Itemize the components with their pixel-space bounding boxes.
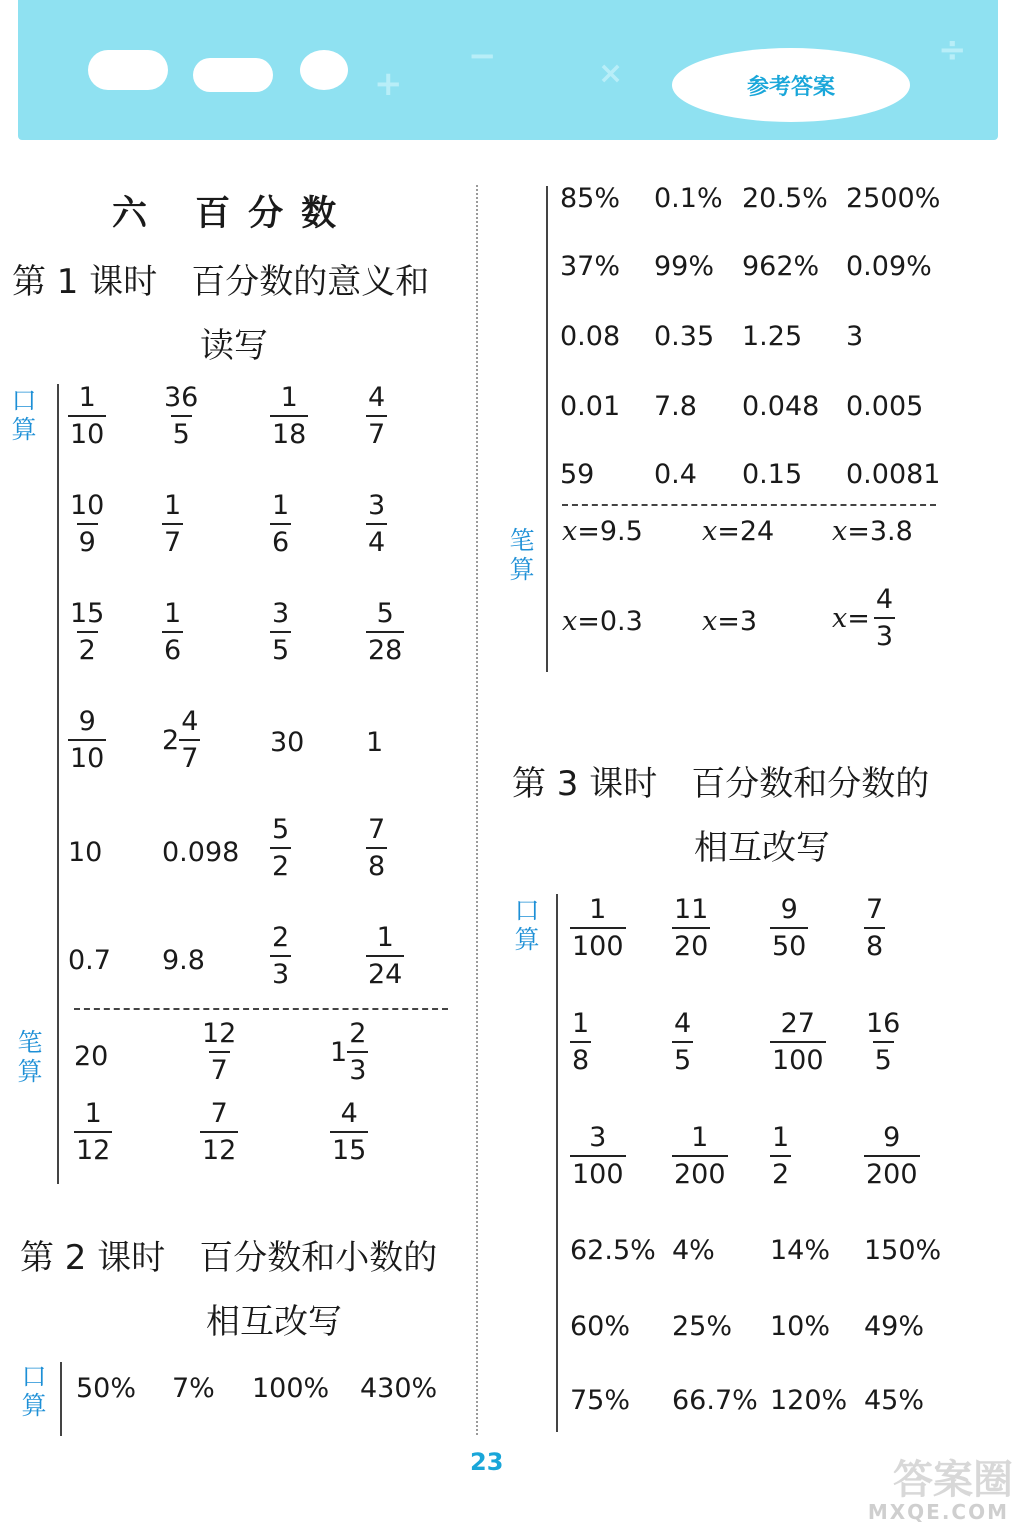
- fraction: [770, 896, 808, 960]
- answer-value: 2500%: [846, 183, 941, 214]
- fraction: [366, 816, 387, 880]
- answer-value: 7%: [172, 1373, 215, 1404]
- answer-value: 60%: [570, 1311, 631, 1342]
- fraction: [200, 1100, 238, 1164]
- equation-answer: [832, 516, 913, 547]
- written-calc-label: 笔 算: [17, 1028, 43, 1086]
- answer-value: 0.7: [68, 945, 111, 976]
- oral-calc-label: 口 算: [21, 1362, 47, 1420]
- answer-value: 0.1%: [654, 183, 723, 214]
- denominator: 100: [570, 1155, 626, 1188]
- equation-result: =0.3: [577, 606, 643, 637]
- watermark-logo: 答案圈: [893, 1457, 1013, 1503]
- denominator: 12: [200, 1131, 238, 1164]
- answer-value: 62.5%: [570, 1235, 656, 1266]
- answer-value: 85%: [560, 183, 621, 214]
- denominator: 12: [74, 1131, 112, 1164]
- numerator: 7: [210, 1098, 228, 1129]
- numerator: 1: [164, 490, 182, 521]
- fraction: [672, 1010, 693, 1074]
- numerator: 5: [272, 814, 290, 845]
- numerator: 16: [866, 1008, 901, 1039]
- answer-value: 50%: [76, 1373, 137, 1404]
- answer-rule: [60, 1362, 62, 1436]
- denominator: 50: [770, 927, 808, 960]
- fraction: [864, 1124, 920, 1188]
- lesson-2-title-line1: 第 2 课时 百分数和小数的: [20, 1238, 438, 1278]
- denominator: 5: [873, 1041, 894, 1074]
- denominator: 7: [366, 415, 387, 448]
- fraction: [770, 1124, 791, 1188]
- denominator: 200: [672, 1155, 728, 1188]
- answer-value: 100%: [252, 1373, 330, 1404]
- denominator: 20: [672, 927, 710, 960]
- numerator: 9: [883, 1122, 901, 1153]
- numerator: 11: [674, 894, 709, 925]
- numerator: 1: [376, 922, 394, 953]
- answer-value: 0.005: [846, 391, 924, 422]
- numerator: 4: [340, 1098, 358, 1129]
- numerator: 4: [368, 382, 386, 413]
- answer-value: 59: [560, 459, 595, 490]
- answer-value: 14%: [770, 1235, 831, 1266]
- answer-value: 0.0081: [846, 459, 941, 490]
- denominator: 2: [770, 1155, 791, 1188]
- denominator: 18: [270, 415, 308, 448]
- dashed-separator: [562, 504, 936, 506]
- variable: x: [832, 602, 848, 634]
- fraction: [874, 586, 895, 650]
- fraction: [270, 924, 291, 988]
- variable: x: [562, 516, 578, 547]
- answer-value: 1.25: [742, 321, 803, 352]
- answer-value: 37%: [560, 251, 621, 282]
- fraction: [162, 384, 200, 448]
- denominator: 7: [179, 739, 200, 772]
- page-number: 23: [470, 1448, 504, 1476]
- denominator: 200: [864, 1155, 920, 1188]
- fraction: [672, 1124, 728, 1188]
- denominator: 7: [209, 1051, 230, 1084]
- variable: x: [702, 516, 718, 547]
- numerator: 27: [780, 1008, 815, 1039]
- denominator: 3: [270, 955, 291, 988]
- numerator: 1: [84, 1098, 102, 1129]
- dashed-separator: [74, 1008, 448, 1010]
- fraction: [68, 600, 106, 664]
- fraction: [570, 1010, 591, 1074]
- column-separator: [476, 185, 478, 1435]
- denominator: 28: [366, 631, 404, 664]
- answer-value: 0.09%: [846, 251, 932, 282]
- numerator: 7: [866, 894, 884, 925]
- denominator: 8: [864, 927, 885, 960]
- answer-value: 0.15: [742, 459, 803, 490]
- answer-rule: [57, 384, 59, 1184]
- fraction: [366, 492, 387, 556]
- fraction: [162, 600, 183, 664]
- numerator: 10: [70, 490, 105, 521]
- numerator: 3: [589, 1122, 607, 1153]
- whole-part: 1: [330, 1036, 348, 1068]
- answer-value: 7.8: [654, 391, 697, 422]
- denominator: 6: [162, 631, 183, 664]
- answer-value: 10: [68, 837, 103, 868]
- lesson-2-title-line2: 相互改写: [206, 1302, 342, 1342]
- plus-sign-decoration: +: [374, 64, 403, 104]
- variable: x: [702, 606, 718, 637]
- fraction: [162, 492, 183, 556]
- fraction: [270, 600, 291, 664]
- fraction: [200, 1020, 238, 1084]
- minus-sign-decoration: −: [468, 36, 497, 76]
- numerator: 1: [772, 1122, 790, 1153]
- numerator: 12: [202, 1018, 237, 1049]
- numerator: 3: [368, 490, 386, 521]
- denominator: 15: [330, 1131, 368, 1164]
- answer-value: 150%: [864, 1235, 942, 1266]
- denominator: 24: [366, 955, 404, 988]
- denominator: 8: [570, 1041, 591, 1074]
- variable: x: [832, 516, 848, 547]
- fraction: [366, 600, 404, 664]
- equation-result: =9.5: [577, 516, 643, 547]
- equation-result: =3.8: [847, 516, 913, 547]
- denominator: 100: [770, 1041, 826, 1074]
- denominator: 4: [366, 523, 387, 556]
- numerator: 2: [272, 922, 290, 953]
- denominator: 9: [77, 523, 98, 556]
- numerator: 4: [674, 1008, 692, 1039]
- variable: x: [562, 606, 578, 637]
- answer-value: 49%: [864, 1311, 925, 1342]
- whole-part: 2: [162, 724, 180, 756]
- equation-answer: [832, 586, 895, 650]
- denominator: 5: [672, 1041, 693, 1074]
- answer-value: 962%: [742, 251, 820, 282]
- numerator: 9: [78, 706, 96, 737]
- answer-value: 10%: [770, 1311, 831, 1342]
- mixed-number: [162, 708, 200, 772]
- answer-value: 66.7%: [672, 1385, 758, 1416]
- fraction: [864, 1010, 902, 1074]
- numerator: 1: [572, 1008, 590, 1039]
- fraction: [347, 1020, 368, 1084]
- denominator: 3: [347, 1051, 368, 1084]
- header-banner: [18, 0, 998, 140]
- answer-value: 20: [74, 1041, 109, 1072]
- badge-text: 参考答案: [746, 74, 835, 100]
- fraction: [366, 924, 404, 988]
- denominator: 2: [270, 847, 291, 880]
- numerator: 3: [272, 598, 290, 629]
- answer-value: 120%: [770, 1385, 848, 1416]
- answer-rule: [556, 894, 558, 1432]
- equation-result: =: [847, 602, 870, 634]
- answer-value: 4%: [672, 1235, 715, 1266]
- lesson-3-title-line1: 第 3 课时 百分数和分数的: [512, 764, 930, 804]
- answer-value: 45%: [864, 1385, 925, 1416]
- fraction: [179, 708, 200, 772]
- denominator: 2: [77, 631, 98, 664]
- numerator: 15: [70, 598, 105, 629]
- answer-value: 1: [366, 727, 384, 758]
- numerator: 1: [272, 490, 290, 521]
- answer-value: 0.35: [654, 321, 715, 352]
- denominator: 5: [171, 415, 192, 448]
- fraction: [270, 492, 291, 556]
- fraction: [672, 896, 710, 960]
- divide-sign-decoration: ÷: [938, 30, 967, 70]
- numerator: 9: [780, 894, 798, 925]
- fraction: [68, 492, 106, 556]
- numerator: 1: [78, 382, 96, 413]
- numerator: 1: [164, 598, 182, 629]
- denominator: 5: [270, 631, 291, 664]
- answer-value: 20.5%: [742, 183, 828, 214]
- numerator: 2: [349, 1018, 367, 1049]
- watermark-url: MXQE.COM: [867, 1500, 1009, 1524]
- equation-answer: [702, 516, 774, 547]
- numerator: 7: [368, 814, 386, 845]
- fraction: [864, 896, 885, 960]
- cloud-decoration: [300, 50, 348, 90]
- denominator: 7: [162, 523, 183, 556]
- answer-value: 30: [270, 727, 305, 758]
- fraction: [366, 384, 387, 448]
- denominator: 8: [366, 847, 387, 880]
- section-title: 六 百分数: [112, 194, 355, 234]
- denominator: 10: [68, 739, 106, 772]
- denominator: 3: [874, 617, 895, 650]
- answer-value: 0.048: [742, 391, 820, 422]
- answer-value: 99%: [654, 251, 715, 282]
- fraction: [570, 896, 626, 960]
- fraction: [68, 708, 106, 772]
- equation-answer: [562, 606, 643, 637]
- equation-result: =3: [717, 606, 758, 637]
- answer-value: 0.4: [654, 459, 697, 490]
- answer-value: 0.08: [560, 321, 621, 352]
- lesson-1-title-line1: 第 1 课时 百分数的意义和: [12, 262, 430, 302]
- numerator: 36: [164, 382, 199, 413]
- answer-rule: [546, 186, 548, 672]
- fraction: [270, 384, 308, 448]
- fraction: [270, 816, 291, 880]
- equation-result: =24: [717, 516, 775, 547]
- answer-value: 9.8: [162, 945, 205, 976]
- fraction: [770, 1010, 826, 1074]
- answer-value: 75%: [570, 1385, 631, 1416]
- denominator: 100: [570, 927, 626, 960]
- equation-answer: [702, 606, 757, 637]
- oral-calc-label: 口 算: [514, 896, 540, 954]
- answer-value: 0.098: [162, 837, 240, 868]
- equation-answer: [562, 516, 643, 547]
- cloud-decoration: [88, 50, 168, 90]
- numerator: 1: [691, 1122, 709, 1153]
- answer-value: 0.01: [560, 391, 621, 422]
- cloud-decoration: [193, 58, 273, 92]
- fraction: [68, 384, 106, 448]
- numerator: 5: [376, 598, 394, 629]
- numerator: 4: [181, 706, 199, 737]
- fraction: [570, 1124, 626, 1188]
- lesson-3-title-line2: 相互改写: [694, 828, 830, 868]
- numerator: 1: [280, 382, 298, 413]
- times-sign-decoration: ×: [598, 56, 624, 91]
- denominator: 6: [270, 523, 291, 556]
- fraction: [330, 1100, 368, 1164]
- written-calc-label: 笔 算: [509, 526, 535, 584]
- fraction: [74, 1100, 112, 1164]
- answer-value: 25%: [672, 1311, 733, 1342]
- answer-value: 430%: [360, 1373, 438, 1404]
- lesson-1-title-line2: 读写: [200, 326, 268, 366]
- numerator: 4: [875, 584, 894, 615]
- answer-value: 3: [846, 321, 864, 352]
- denominator: 10: [68, 415, 106, 448]
- answer-key-badge: [672, 48, 910, 122]
- mixed-number: [330, 1020, 368, 1084]
- numerator: 1: [589, 894, 607, 925]
- oral-calc-label: 口 算: [11, 386, 37, 444]
